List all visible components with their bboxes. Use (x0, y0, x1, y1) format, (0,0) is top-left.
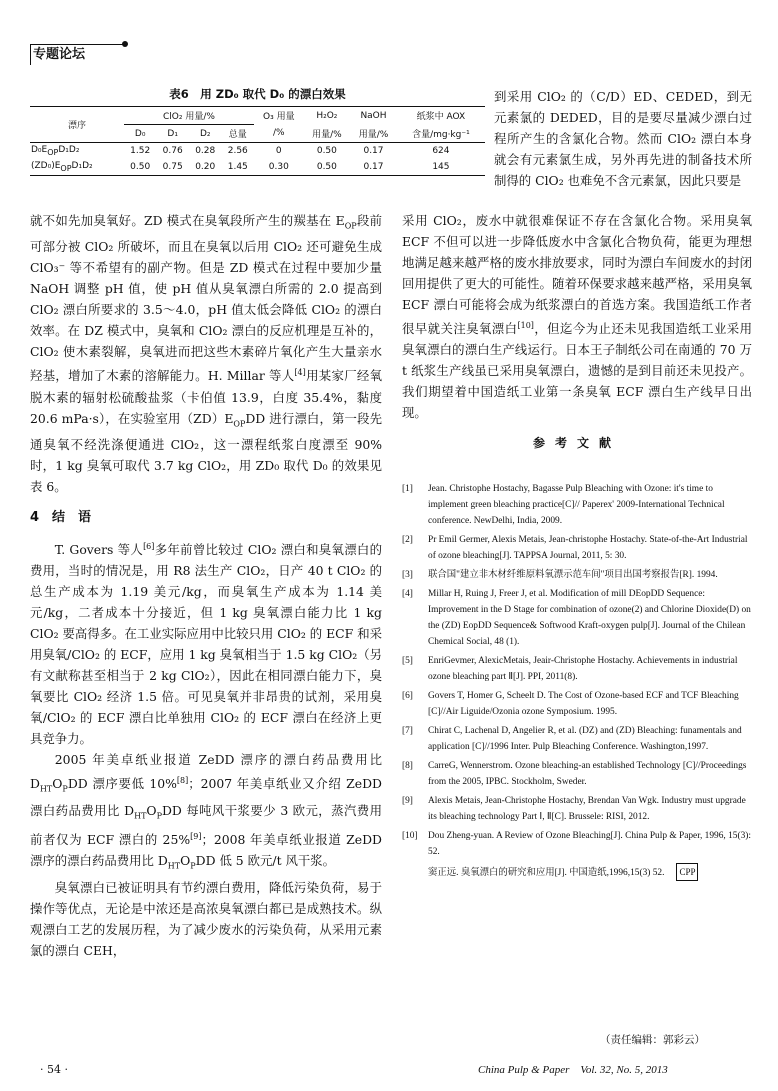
bleaching-effect-table (30, 106, 485, 176)
reference-number: [3] (402, 570, 413, 580)
table-cell-total: 1.45 (222, 159, 255, 175)
editor-note: （责任编辑：郭彩云） (600, 1034, 705, 1046)
right-paragraph-1: 采用 ClO₂，废水中就很难保证不存在含氯化合物。采用臭氧 ECF 不但可以进一步降低废水中含氯化合物负荷，能更为理想地满足越来越严格的废水排放要求，同时为漂白车间废水的封闭回用提供了更大的可能性。随着环保要求越来越严格，采用臭氧 ECF 漂白可能将会成为纸浆漂白的首选方案。我国造纸工作者很早就关注臭氧漂白[10]，但迄今为止还未见我国造纸工业采用臭氧漂白的漂白生产线运行。日本王子制纸公司在南通的 70 万 t 纸浆生产线虽已采用臭氧漂白，遗憾的是到目前还未见投产。我们期望着中国造纸工业第一条臭氧 ECF 漂白生产线早日出现。 (402, 213, 753, 421)
reference-item (402, 653, 752, 685)
reference-text: 联合国"建立非木材纤维原料氧漂示范车间"项目出国考察报告[R]. 1994. (428, 570, 718, 580)
reference-text: Alexis Metais, Jean-Christophe Hostachy, Brendan Van Wgk. Industry must upgrade its bleaching technology Part Ⅰ, Ⅱ[C]. Brussele: RISI, 2012. (428, 796, 746, 822)
reference-number: [6] (402, 691, 413, 701)
table-cell-aox: 624 (432, 145, 450, 156)
table-cell-d0: 0.50 (124, 159, 157, 175)
references-title: 参考文献 (532, 436, 621, 451)
reference-item (402, 688, 752, 720)
col-o3: O₃ 用量 (254, 107, 304, 125)
table-cell-d2: 0.28 (195, 145, 216, 156)
reference-number: [9] (402, 796, 413, 806)
table-row (30, 159, 485, 175)
reference-text: Govers T, Homer G, Scheelt D. The Cost of Ozone-based ECF and TCF Bleaching [C]//Air Liguide/Ozonia ozone Symposium. 1995. (428, 691, 739, 717)
reference-number: [8] (402, 761, 413, 771)
reference-number: [7] (402, 726, 413, 736)
section-4-heading: 4 结 语 (30, 510, 92, 526)
left-paragraph-1: 就不如先加臭氧好。ZD 模式在臭氧段所产生的羰基在 $E_{OP}$段前可部分被 ClO₂ 所破坏，而且在臭氧以后用 ClO₂ 还可避免生成 ClO₃⁻ 等不希望有的副产物。但是 ZD 模式在过程中要加少量 NaOH 调整 pH 值，使 pH 值从臭氧漂白所需的 2.0 提高到 ClO₂ 漂白所要求的 3.5～4.0，pH 值太低会降低 ClO₂ 的漂白效率。在 DZ 模式中，臭氧和 ClO₂ 漂白的反应机理是互补的，ClO₂ 使木素裂解，臭氧进而把这些木素碎片氧化产生大量亲水羟基，增加了木素的溶解能力。H. Millar 等人[4]用某家厂经氧脱木素的辐射松硫酸盐浆（卡伯值 13.9，白度 35.4%，黏度 20.6 mPa·s），在实验室用$(ZD)E_{OP}DD$ 进行漂白，第一段先通臭氧不经洗涤便通进 ClO₂，这一漂程纸浆白度漂至 90% 时，1 kg 臭氧可取代 3.7 kg ClO₂，用 ZD₀ 取代 D₀ 的效果见表 6。 (30, 213, 383, 495)
table-cell-d0: 1.52 (130, 145, 151, 156)
left-paragraph-3: 2005 年美卓纸业报道 ZeDD 漂序的漂白药品费用比 $D_{HT}O_PDD$ 漂序要低 10%[8]；2007 年美卓纸业又介绍 ZeDD 漂白药品费用比 $D_{HT}O_PDD$ 每吨风干浆要少 3 欧元，蒸汽费用前者仅为 ECF 漂白的 25%[9]；2008 年美卓纸业报道 ZeDD 漂序的漂白药品费用比 $D_{HT}O_PDD$ 低 5 欧元/t 风干浆。 (30, 752, 382, 871)
left-paragraph-4: 臭氧漂白已被证明具有节约漂白费用，降低污染负荷，易于操作等优点，无论是中浓还是高浓臭氧漂白都已是成熟技术。纵观漂白工艺的发展历程，为了减少废水的污染负荷，从采用元素氯的漂白 CEH， (30, 879, 382, 958)
table-cell-h2o2: 0.50 (304, 159, 351, 175)
reference-text: Millar H, Ruing J, Freer J, et al. Modification of mill DEopDD Sequence: Improvement in the D Stage for combination of ozone(2) and Chlorine Dioxide(D) on the (ZD) EopDD Sequence& Softwood Kraft-oxygen pulp[J]. Journal of the Chilean Chemical Social, 48 (1). (428, 589, 751, 647)
table-cell-naoh: 0.17 (363, 145, 384, 156)
references-list (402, 481, 752, 881)
header-dot (122, 41, 128, 47)
table-cell-o3: 0.30 (254, 159, 304, 175)
col-naoh-unit: 用量/% (350, 125, 397, 143)
journal-footer: China Pulp & Paper Vol. 32, No. 5, 2013 (478, 1064, 668, 1076)
reference-text: Pr Emil Germer, Alexis Metais, Jean-christophe Hostachy. State-of-the-Art Industrial of ozone bleaching[J]. TAPPSA Journal, 2011, 5: 30. (428, 535, 748, 561)
col-naoh: NaOH (350, 107, 397, 125)
col-aox: 纸浆中 AOX (397, 107, 485, 125)
reference-number: [10] (402, 831, 418, 841)
table-cell-d1: 0.75 (156, 159, 189, 175)
table-cell-seq: $D_0E_{OP}D_1D_2$ (31, 145, 80, 157)
reference-number: [4] (402, 589, 413, 599)
reference-item (402, 481, 752, 529)
col-h2o2-unit: 用量/% (304, 125, 351, 143)
reference-text: CarreG, Wennerstrom. Ozone bleaching-an established Technology [C]//Proceedings from the 2005, IPBC. Stockholm, Sweder. (428, 761, 747, 787)
left-column (30, 210, 382, 961)
table-cell-o3: 0 (275, 145, 282, 156)
table-cell-aox: 145 (397, 159, 485, 175)
sub-d0: D₀ (124, 125, 157, 143)
right-column (402, 210, 752, 462)
reference-number: [1] (402, 484, 413, 494)
table-caption: 表6 用 ZD₀ 取代 D₀ 的漂白效果 (169, 87, 346, 101)
section-header-label: 专题论坛 (33, 47, 86, 62)
reference-number: [5] (402, 656, 413, 666)
reference-item (402, 723, 752, 755)
table-cell-d2: 0.20 (189, 159, 222, 175)
col-sequence: 漂序 (30, 107, 124, 143)
col-clo2-group: ClO₂ 用量/% (124, 107, 254, 125)
col-h2o2: H₂O₂ (304, 107, 351, 125)
page-number: · 54 · (40, 1063, 68, 1076)
cpp-mark: CPP (676, 863, 698, 881)
reference-text: Jean. Christophe Hostachy, Bagasse Pulp Bleaching with Ozone: it's time to implement green bleaching practice[C]// Paperex' 2009-International Technical conference. NewDelhi, India, 2009. (428, 484, 725, 526)
reference-item (402, 793, 752, 825)
table-row (30, 143, 485, 159)
left-paragraph-2: T. Govers 等人[6]多年前曾比较过 ClO₂ 漂白和臭氧漂白的费用，当时的情况是，用 R8 法生产 ClO₂，日产 40 t ClO₂ 的总生产成本为 1.19 美元/kg，而臭氧生产成本为 1.14 美元/kg，二者成本十分接近，但 1 kg 臭氧漂白能力比 1 kg ClO₂ 要高得多。在工业实际应用中比较只用 ClO₂ 的 ECF 和采用臭氧/ClO₂ 的 ECF，应用 1 kg 臭氧相当于 1.5 kg ClO₂（另有文献称甚至相当于 2 kg ClO₂），因此在相同漂白能力下，臭氧要比 ClO₂ 经济 1.5 倍。可见臭氧并非昂贵的试剂，采用臭氧/ClO₂ 的 ECF 漂白比单独用 ClO₂ 的 ECF 漂白在经济上更具竞争力。 (30, 542, 382, 747)
sub-d2: D₂ (189, 125, 222, 143)
reference-text: EnriGevmer, AlexicMetais, Jeair-Christophe Hostachy. Achievements in industrial ozone bleaching part Ⅱ[J]. PPI, 2011(8). (428, 656, 738, 682)
table-cell-seq: $(ZD_0)E_{OP}D_1D_2$ (30, 159, 124, 175)
reference-item (402, 532, 752, 564)
table-cell-naoh: 0.17 (350, 159, 397, 175)
col-aox-unit: 含量/mg·kg⁻¹ (397, 125, 485, 143)
reference-item (402, 567, 752, 583)
sub-total: 总量 (222, 125, 255, 143)
table-cell-h2o2: 0.50 (316, 145, 337, 156)
reference-item (402, 586, 752, 650)
right-top-paragraph: 到采用 ClO₂ 的（C/D）ED、CEDED，到无元素氯的 DEDED，目的是要尽量减少漂白过程所产生的含氯化合物。然而 ClO₂ 漂白本身就会有元素氯生成，另外再先进的制备技术所制得的 ClO₂ 也难免不含元素氯，因此只要是 (494, 89, 752, 188)
col-o3-unit: /% (254, 125, 304, 143)
reference-number: [2] (402, 535, 413, 545)
right-column-top (494, 86, 752, 191)
reference-10-chinese: 窦正远. 臭氧漂白的研究和应用[J]. 中国造纸,1996,15(3) 52. CPP (402, 863, 752, 881)
reference-item (402, 828, 752, 860)
sub-d1: D₁ (156, 125, 189, 143)
reference-item (402, 758, 752, 790)
table-cell-d1: 0.76 (162, 145, 183, 156)
reference-text: Chirat C, Lachenal D, Angelier R, et al. (DZ) and (ZD) Bleaching: funamentals and application [C]//1996 Inter. Pulp Bleaching Conference. Washington,1997. (428, 726, 742, 752)
table-cell-total: 2.56 (227, 145, 248, 156)
reference-text: Dou Zheng-yuan. A Review of Ozone Bleaching[J]. China Pulp & Paper, 1996, 15(3): 52. (428, 831, 752, 857)
